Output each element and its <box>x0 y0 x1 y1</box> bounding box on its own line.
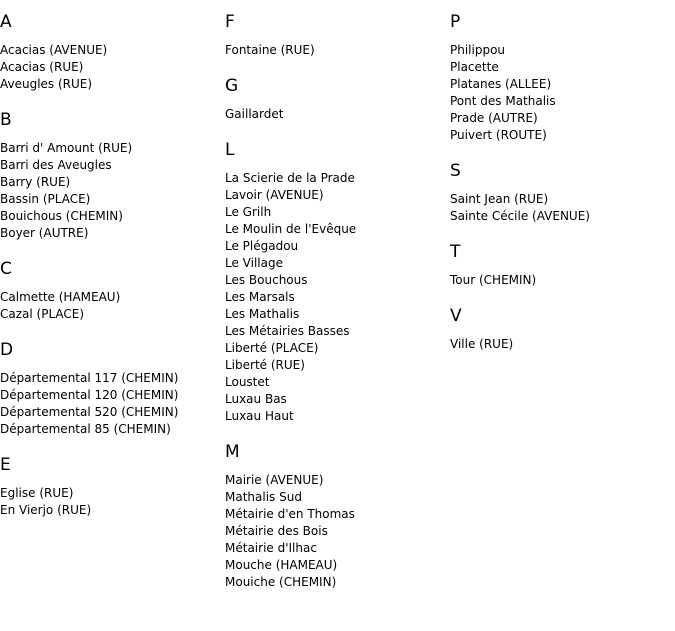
street-link[interactable]: Fontaine (RUE) <box>225 43 315 57</box>
letter-group-v <box>450 306 675 353</box>
street-link[interactable]: Loustet <box>225 375 270 389</box>
letter-group-s <box>450 161 675 242</box>
letter-heading: V <box>450 306 462 326</box>
street-link[interactable]: Ville (RUE) <box>450 337 514 351</box>
letter-heading: B <box>0 110 12 130</box>
letter-heading: A <box>0 12 12 32</box>
street-list <box>450 272 675 289</box>
street-link[interactable]: La Scierie de la Prade <box>225 171 355 185</box>
street-link[interactable]: Métairie des Bois <box>225 524 328 538</box>
street-link[interactable]: Luxau Haut <box>225 409 294 423</box>
street-link[interactable]: Lavoir (AVENUE) <box>225 188 324 202</box>
street-link[interactable]: Départemental 85 (CHEMIN) <box>0 422 171 436</box>
street-link[interactable]: Les Métairies Basses <box>225 324 350 338</box>
street-link[interactable]: Liberté (PLACE) <box>225 341 319 355</box>
letter-group-e <box>0 455 225 519</box>
street-link[interactable]: Mairie (AVENUE) <box>225 473 324 487</box>
street-link[interactable]: Départemental 520 (CHEMIN) <box>0 405 179 419</box>
street-link[interactable]: Le Plégadou <box>225 239 299 253</box>
index-column-2 <box>225 12 450 591</box>
street-link[interactable]: Philippou <box>450 43 506 57</box>
street-link[interactable]: Acacias (AVENUE) <box>0 43 108 57</box>
street-link[interactable]: Départemental 117 (CHEMIN) <box>0 371 179 385</box>
index-column-1 <box>0 12 225 519</box>
letter-heading: T <box>450 242 461 262</box>
street-link[interactable]: Liberté (RUE) <box>225 358 305 372</box>
street-link[interactable]: Luxau Bas <box>225 392 287 406</box>
street-link[interactable]: Mouiche (CHEMIN) <box>225 575 337 589</box>
letter-heading: D <box>0 340 14 360</box>
street-link[interactable]: Les Marsals <box>225 290 295 304</box>
street-list <box>0 140 225 242</box>
street-list <box>0 289 225 323</box>
street-link[interactable]: Les Bouchous <box>225 273 308 287</box>
street-list <box>225 42 450 59</box>
street-link[interactable]: Saint Jean (RUE) <box>450 192 549 206</box>
street-list <box>0 42 225 93</box>
letter-group-l <box>225 140 450 442</box>
street-link[interactable]: Métairie d'en Thomas <box>225 507 355 521</box>
street-link[interactable]: Acacias (RUE) <box>0 60 84 74</box>
street-link[interactable]: Boyer (AUTRE) <box>0 226 89 240</box>
street-link[interactable]: Prade (AUTRE) <box>450 111 538 125</box>
letter-group-c <box>0 259 225 340</box>
street-link[interactable]: Aveugles (RUE) <box>0 77 93 91</box>
street-link[interactable]: Platanes (ALLEE) <box>450 77 552 91</box>
street-link[interactable]: Bassin (PLACE) <box>0 192 91 206</box>
street-list <box>450 191 675 225</box>
letter-group-b <box>0 110 225 259</box>
letter-heading: C <box>0 259 12 279</box>
letter-group-d <box>0 340 225 455</box>
street-link[interactable]: Bouichous (CHEMIN) <box>0 209 123 223</box>
street-link[interactable]: Mathalis Sud <box>225 490 302 504</box>
letter-heading: L <box>225 140 235 160</box>
street-list <box>225 170 450 425</box>
street-link[interactable]: Le Village <box>225 256 283 270</box>
letter-group-m <box>225 442 450 591</box>
street-list <box>0 370 225 438</box>
letter-group-a <box>0 12 225 110</box>
street-link[interactable]: Gaillardet <box>225 107 284 121</box>
street-link[interactable]: Tour (CHEMIN) <box>450 273 537 287</box>
street-link[interactable]: Métairie d'Ilhac <box>225 541 317 555</box>
street-link[interactable]: Puivert (ROUTE) <box>450 128 547 142</box>
street-link[interactable]: Départemental 120 (CHEMIN) <box>0 388 179 402</box>
street-link[interactable]: Les Mathalis <box>225 307 300 321</box>
street-link[interactable]: Le Grilh <box>225 205 272 219</box>
letter-group-f <box>225 12 450 76</box>
letter-heading: S <box>450 161 461 181</box>
street-link[interactable]: Sainte Cécile (AVENUE) <box>450 209 590 223</box>
street-link[interactable]: Barri d' Amount (RUE) <box>0 141 133 155</box>
street-link[interactable]: Eglise (RUE) <box>0 486 74 500</box>
letter-group-p <box>450 12 675 161</box>
letter-group-t <box>450 242 675 306</box>
street-link[interactable]: Barry (RUE) <box>0 175 71 189</box>
street-link[interactable]: Mouche (HAMEAU) <box>225 558 338 572</box>
street-list <box>225 472 450 591</box>
letter-heading: P <box>450 12 461 32</box>
street-link[interactable]: Placette <box>450 60 499 74</box>
letter-heading: E <box>0 455 11 475</box>
street-link[interactable]: Le Moulin de l'Evêque <box>225 222 357 236</box>
street-list <box>450 42 675 144</box>
street-link[interactable]: Barri des Aveugles <box>0 158 112 172</box>
street-list <box>225 106 450 123</box>
street-link[interactable]: En Vierjo (RUE) <box>0 503 92 517</box>
index-column-3 <box>450 12 675 353</box>
street-list <box>450 336 675 353</box>
letter-group-g <box>225 76 450 140</box>
street-list <box>0 485 225 519</box>
letter-heading: F <box>225 12 235 32</box>
street-link[interactable]: Pont des Mathalis <box>450 94 556 108</box>
letter-heading: M <box>225 442 240 462</box>
street-link[interactable]: Cazal (PLACE) <box>0 307 85 321</box>
letter-heading: G <box>225 76 239 96</box>
street-link[interactable]: Calmette (HAMEAU) <box>0 290 121 304</box>
